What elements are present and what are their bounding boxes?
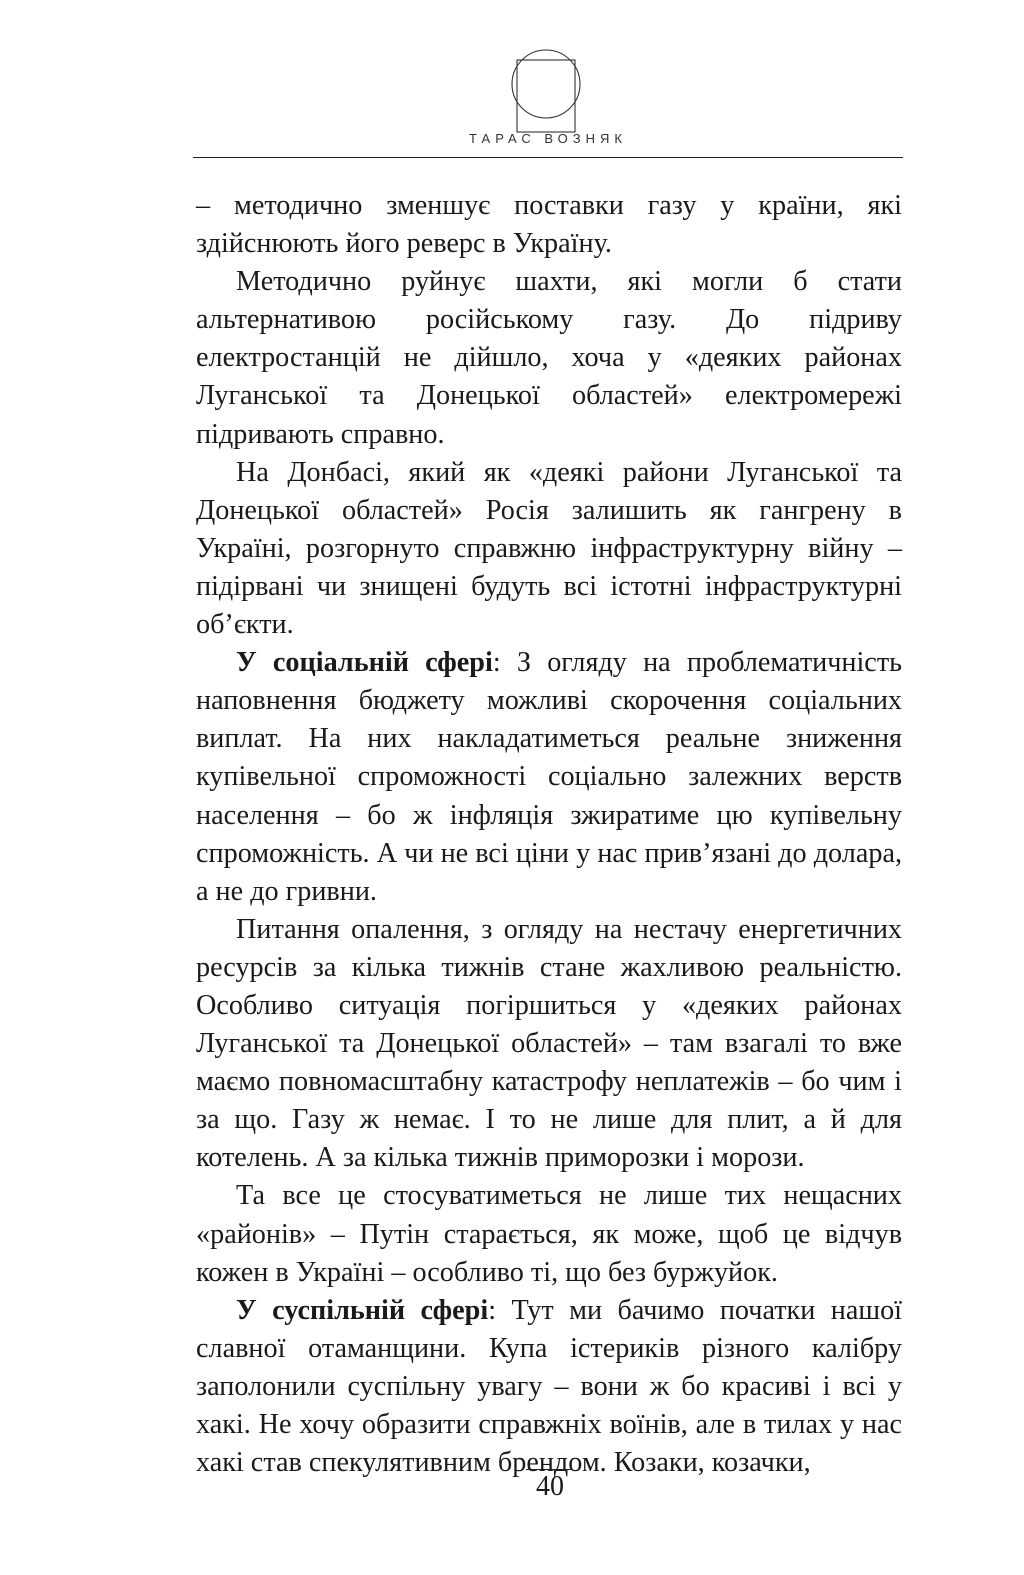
paragraph-public-sphere xyxy=(196,1292,902,1482)
body-text xyxy=(196,187,902,1482)
paragraph-1 xyxy=(196,187,902,263)
paragraph-text: Методично руйнує шахти, які могли б стати альтернативою російському газу. До підриву електростанцій не дійшло, хоча у «деяких районах Луганської та Донецької областей» електромережі підривають справно. xyxy=(196,266,902,450)
header-rule xyxy=(193,157,903,158)
paragraph-3 xyxy=(196,454,902,644)
paragraph-lead: У соціальній сфері xyxy=(236,647,493,679)
paragraph-6 xyxy=(196,1177,902,1291)
running-head-author: ТАРАС ВОЗНЯК xyxy=(469,131,627,146)
paragraph-text: На Донбасі, який як «деякі райони Луганської та Донецької областей» Росія залишить як гангрену в Україні, розгорнуто справжню інфраструктурну війну – підірвані чи знищені будуть всі істотні інфраструктурні об’єкти. xyxy=(196,456,902,641)
paragraph-text: – методично зменшує поставки газу у країни, які здійснюють його реверс в Україну. xyxy=(196,190,902,260)
circle-square-emblem-icon xyxy=(510,42,582,140)
paragraph-text: Питання опалення, з огляду на нестачу енергетичних ресурсів за кілька тижнів стане жахливою реальністю. Особливо ситуація погіршиться у «деяких районах Луганської та Донецької областей» – там взагалі то вже маємо повномасштабну катастрофу неплатежів – бо чим і за що. Газу ж немає. І то не лише для плит, а й для котелень. А за кілька тижнів приморозки і морози. xyxy=(196,913,902,1174)
paragraph-lead: У суспільній сфері xyxy=(236,1294,489,1326)
page-number: 40 xyxy=(536,1471,564,1502)
paragraph-text: Та все це стосуватиметься не лише тих нещасних «районів» – Путін старається, як може, щоб це відчув кожен в Україні – особливо ті, що без буржуйок. xyxy=(196,1180,902,1288)
paragraph-2 xyxy=(196,263,902,453)
paragraph-5 xyxy=(196,911,902,1178)
paragraph-social-sphere xyxy=(196,644,902,911)
paragraph-text: : З огляду на проблематичність наповнення бюджету можливі скорочення соціальних виплат. На них накладатиметься реальне зниження купівельної спроможності соціально залежних верств населення – бо ж інфляція зжиратиме цю купівельну спроможність. А чи не всі ціни у нас прив’язані до долара, а не до гривни. xyxy=(196,647,902,907)
paragraph-text: : Тут ми бачимо початки нашої славної отаманщини. Купа істериків різного калібру заполонили суспільну увагу – вони ж бо красиві і всі у хакі. Не хочу образити справжніх воїнів, але в тилах у нас хакі став спекулятивним брендом. Козаки, козачки, xyxy=(196,1294,902,1479)
